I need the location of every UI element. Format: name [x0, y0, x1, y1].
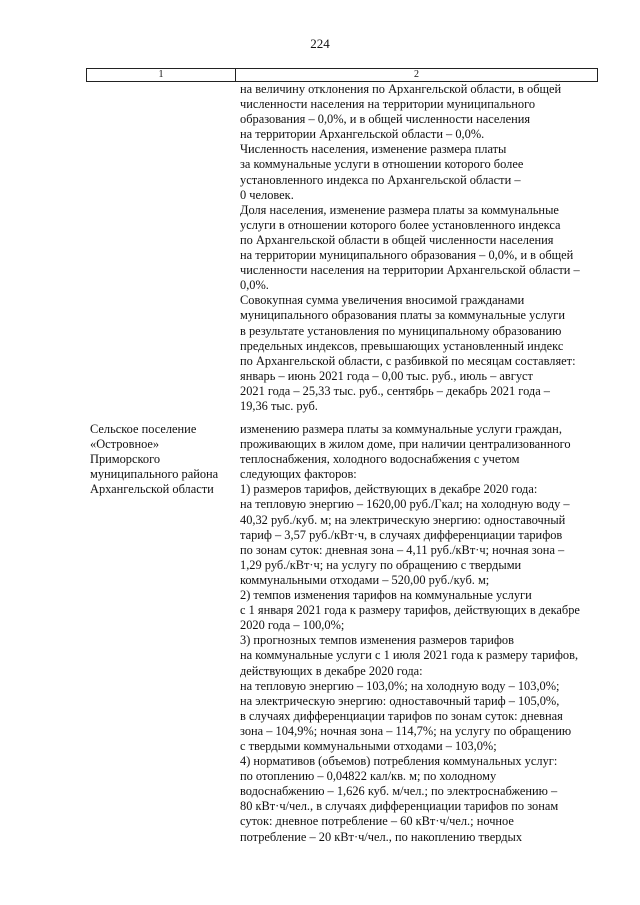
text-line: водоснабжению – 1,626 куб. м/чел.; по электроснабжению – — [240, 784, 558, 799]
text-line: теплоснабжения, холодного водоснабжения с учетом — [240, 452, 520, 467]
text-line: потребление – 20 кВт·ч/чел., по накоплению твердых — [240, 829, 523, 844]
text-line: 2) темпов изменения тарифов на коммунальные услуги — [240, 588, 532, 603]
text-line: на территории муниципального образования – 0,0%, и в общей — [240, 248, 574, 263]
text-line: на величину отклонения по Архангельской области, в общей — [240, 82, 562, 96]
table-header-column-2: 2 — [414, 69, 419, 80]
municipality-name-line: Архангельской области — [90, 482, 214, 497]
text-line: 1) размеров тарифов, действующих в декабре 2020 года: — [240, 482, 538, 497]
text-line: проживающих в жилом доме, при наличии централизованного — [240, 437, 571, 452]
text-line: с 1 января 2021 года к размеру тарифов, действующих в декабре — [240, 603, 580, 618]
text-line: 3) прогнозных темпов изменения размеров тарифов — [240, 633, 514, 648]
text-line: 2020 года – 100,0%; — [240, 618, 345, 633]
text-line: 4) нормативов (объемов) потребления коммунальных услуг: — [240, 754, 558, 769]
text-line: за коммунальные услуги в отношении которого более — [240, 157, 524, 172]
tariff-description-cell — [240, 422, 580, 845]
text-line: 2021 года – 25,33 тыс. руб., сентябрь – декабрь 2021 года – — [240, 383, 551, 398]
text-line: зона – 104,9%; ночная зона – 114,7%; на услугу по обращению — [240, 723, 572, 738]
text-line: суток: дневное потребление – 60 кВт·ч/чел.; ночное — [240, 814, 514, 829]
text-line: 40,32 руб./куб. м; на электрическую энергию: одноставочный — [240, 512, 566, 527]
text-line: январь – июнь 2021 года – 0,00 тыс. руб., июль – август — [240, 368, 533, 383]
text-line: на территории Архангельской области – 0,0%. — [240, 127, 485, 142]
text-line: действующих в декабре 2020 года: — [240, 663, 423, 678]
text-line: Совокупная сумма увеличения вносимой гражданами — [240, 293, 525, 308]
text-line: численности населения на территории муниципального — [240, 97, 536, 112]
text-line: на тепловую энергию – 103,0%; на холодную воду – 103,0%; — [240, 678, 560, 693]
text-line: 1,29 руб./кВт·ч; на услугу по обращению с твердыми — [240, 557, 522, 572]
text-line: услуги в отношении которого более установленного индекса — [240, 217, 561, 232]
continuation-text-block — [240, 82, 580, 414]
text-line: изменению размера платы за коммунальные услуги граждан, — [240, 422, 562, 436]
text-line: предельных индексов, превышающих установленный индекс — [240, 338, 564, 353]
page-number: 224 — [310, 36, 330, 51]
text-line: Численность населения, изменение размера платы — [240, 142, 507, 157]
text-line: образования – 0,0%, и в общей численности населения — [240, 112, 531, 127]
text-line: 19,36 тыс. руб. — [240, 398, 318, 413]
text-line: тариф – 3,57 руб./кВт·ч, в случаях дифференциации тарифов — [240, 527, 563, 542]
text-line: Доля населения, изменение размера платы за коммунальные — [240, 202, 559, 217]
text-line: 80 кВт·ч/чел., в случаях дифференциации тарифов по зонам — [240, 799, 559, 814]
text-line: в результате установления по муниципальному образованию — [240, 323, 562, 338]
text-line: коммунальными отходами – 520,00 руб./куб. м; — [240, 572, 490, 587]
text-line: на электрическую энергию: одноставочный тариф – 105,0%, — [240, 693, 560, 708]
municipality-name-line: Сельское поселение — [90, 422, 197, 436]
text-line: на тепловую энергию – 1620,00 руб./Гкал; на холодную воду – — [240, 497, 570, 512]
municipality-name-line: «Островное» — [90, 437, 160, 452]
text-line: по зонам суток: дневная зона – 4,11 руб./кВт·ч; ночная зона – — [240, 542, 565, 557]
municipality-name-line: муниципального района — [90, 467, 219, 482]
text-line: муниципального образования платы за коммунальные услуги — [240, 308, 565, 323]
text-line: установленного индекса по Архангельской области – — [240, 172, 521, 187]
text-line: 0,0%. — [240, 278, 269, 293]
text-line: по отоплению – 0,04822 кал/кв. м; по холодному — [240, 769, 497, 784]
text-line: 0 человек. — [240, 187, 294, 202]
text-line: по Архангельской области, с разбивкой по месяцам составляет: — [240, 353, 576, 368]
text-line: с твердыми коммунальными отходами – 103,0%; — [240, 738, 497, 753]
text-line: следующих факторов: — [240, 467, 357, 482]
municipality-name-cell — [90, 422, 218, 497]
municipality-name-line: Приморского — [90, 452, 161, 467]
table-header-column-1: 1 — [87, 69, 236, 81]
text-line: на коммунальные услуги с 1 июля 2021 года к размеру тарифов, — [240, 648, 579, 663]
table-header-row — [86, 68, 598, 82]
text-line: численности населения на территории Архангельской области – — [240, 263, 580, 278]
text-line: по Архангельской области в общей численности населения — [240, 232, 554, 247]
text-line: в случаях дифференциации тарифов по зонам суток: дневная — [240, 708, 563, 723]
